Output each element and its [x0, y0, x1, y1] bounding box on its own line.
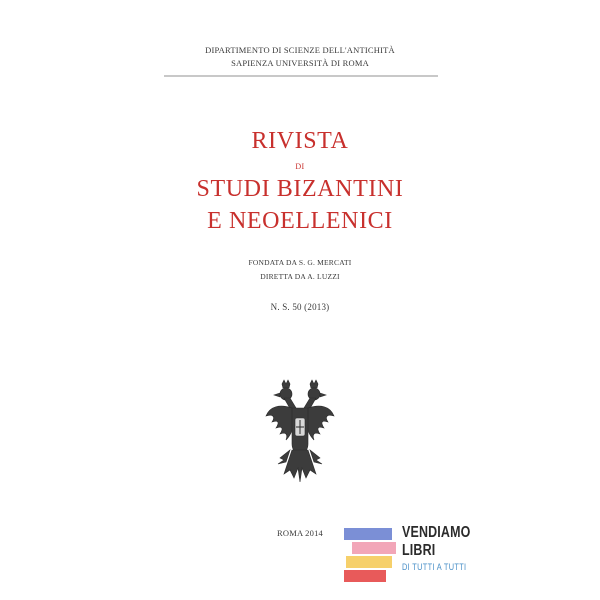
founded-by: FONDATA DA S. G. MERCATI — [248, 258, 352, 267]
vendiamo-libri-logo — [342, 522, 492, 588]
logo-wordmark — [402, 524, 490, 572]
institution-department: DIPARTIMENTO DI SCIENZE DELL'ANTICHITÀ — [205, 45, 395, 55]
header-divider — [164, 75, 438, 77]
journal-title-rivista: RIVISTA — [251, 128, 349, 154]
logo-tagline: DI TUTTI A TUTTI — [402, 562, 467, 572]
journal-title-neoellenici: E NEOELLENICI — [207, 208, 393, 234]
logo-line-vendiamo: VENDIAMO — [402, 524, 471, 541]
publication-place-year: ROMA 2014 — [277, 528, 323, 538]
book-stack-icon — [342, 524, 398, 584]
issue-number: N. S. 50 (2013) — [270, 302, 330, 312]
logo-line-libri: LIBRI — [402, 542, 436, 559]
journal-title-studi: STUDI BIZANTINI — [196, 176, 404, 202]
directed-by: DIRETTA DA A. LUZZI — [260, 272, 340, 281]
institution-header — [160, 44, 440, 70]
journal-title-connector: DI — [295, 162, 305, 171]
institution-university: SAPIENZA UNIVERSITÀ DI ROMA — [231, 58, 369, 68]
double-headed-eagle-icon — [262, 378, 338, 488]
